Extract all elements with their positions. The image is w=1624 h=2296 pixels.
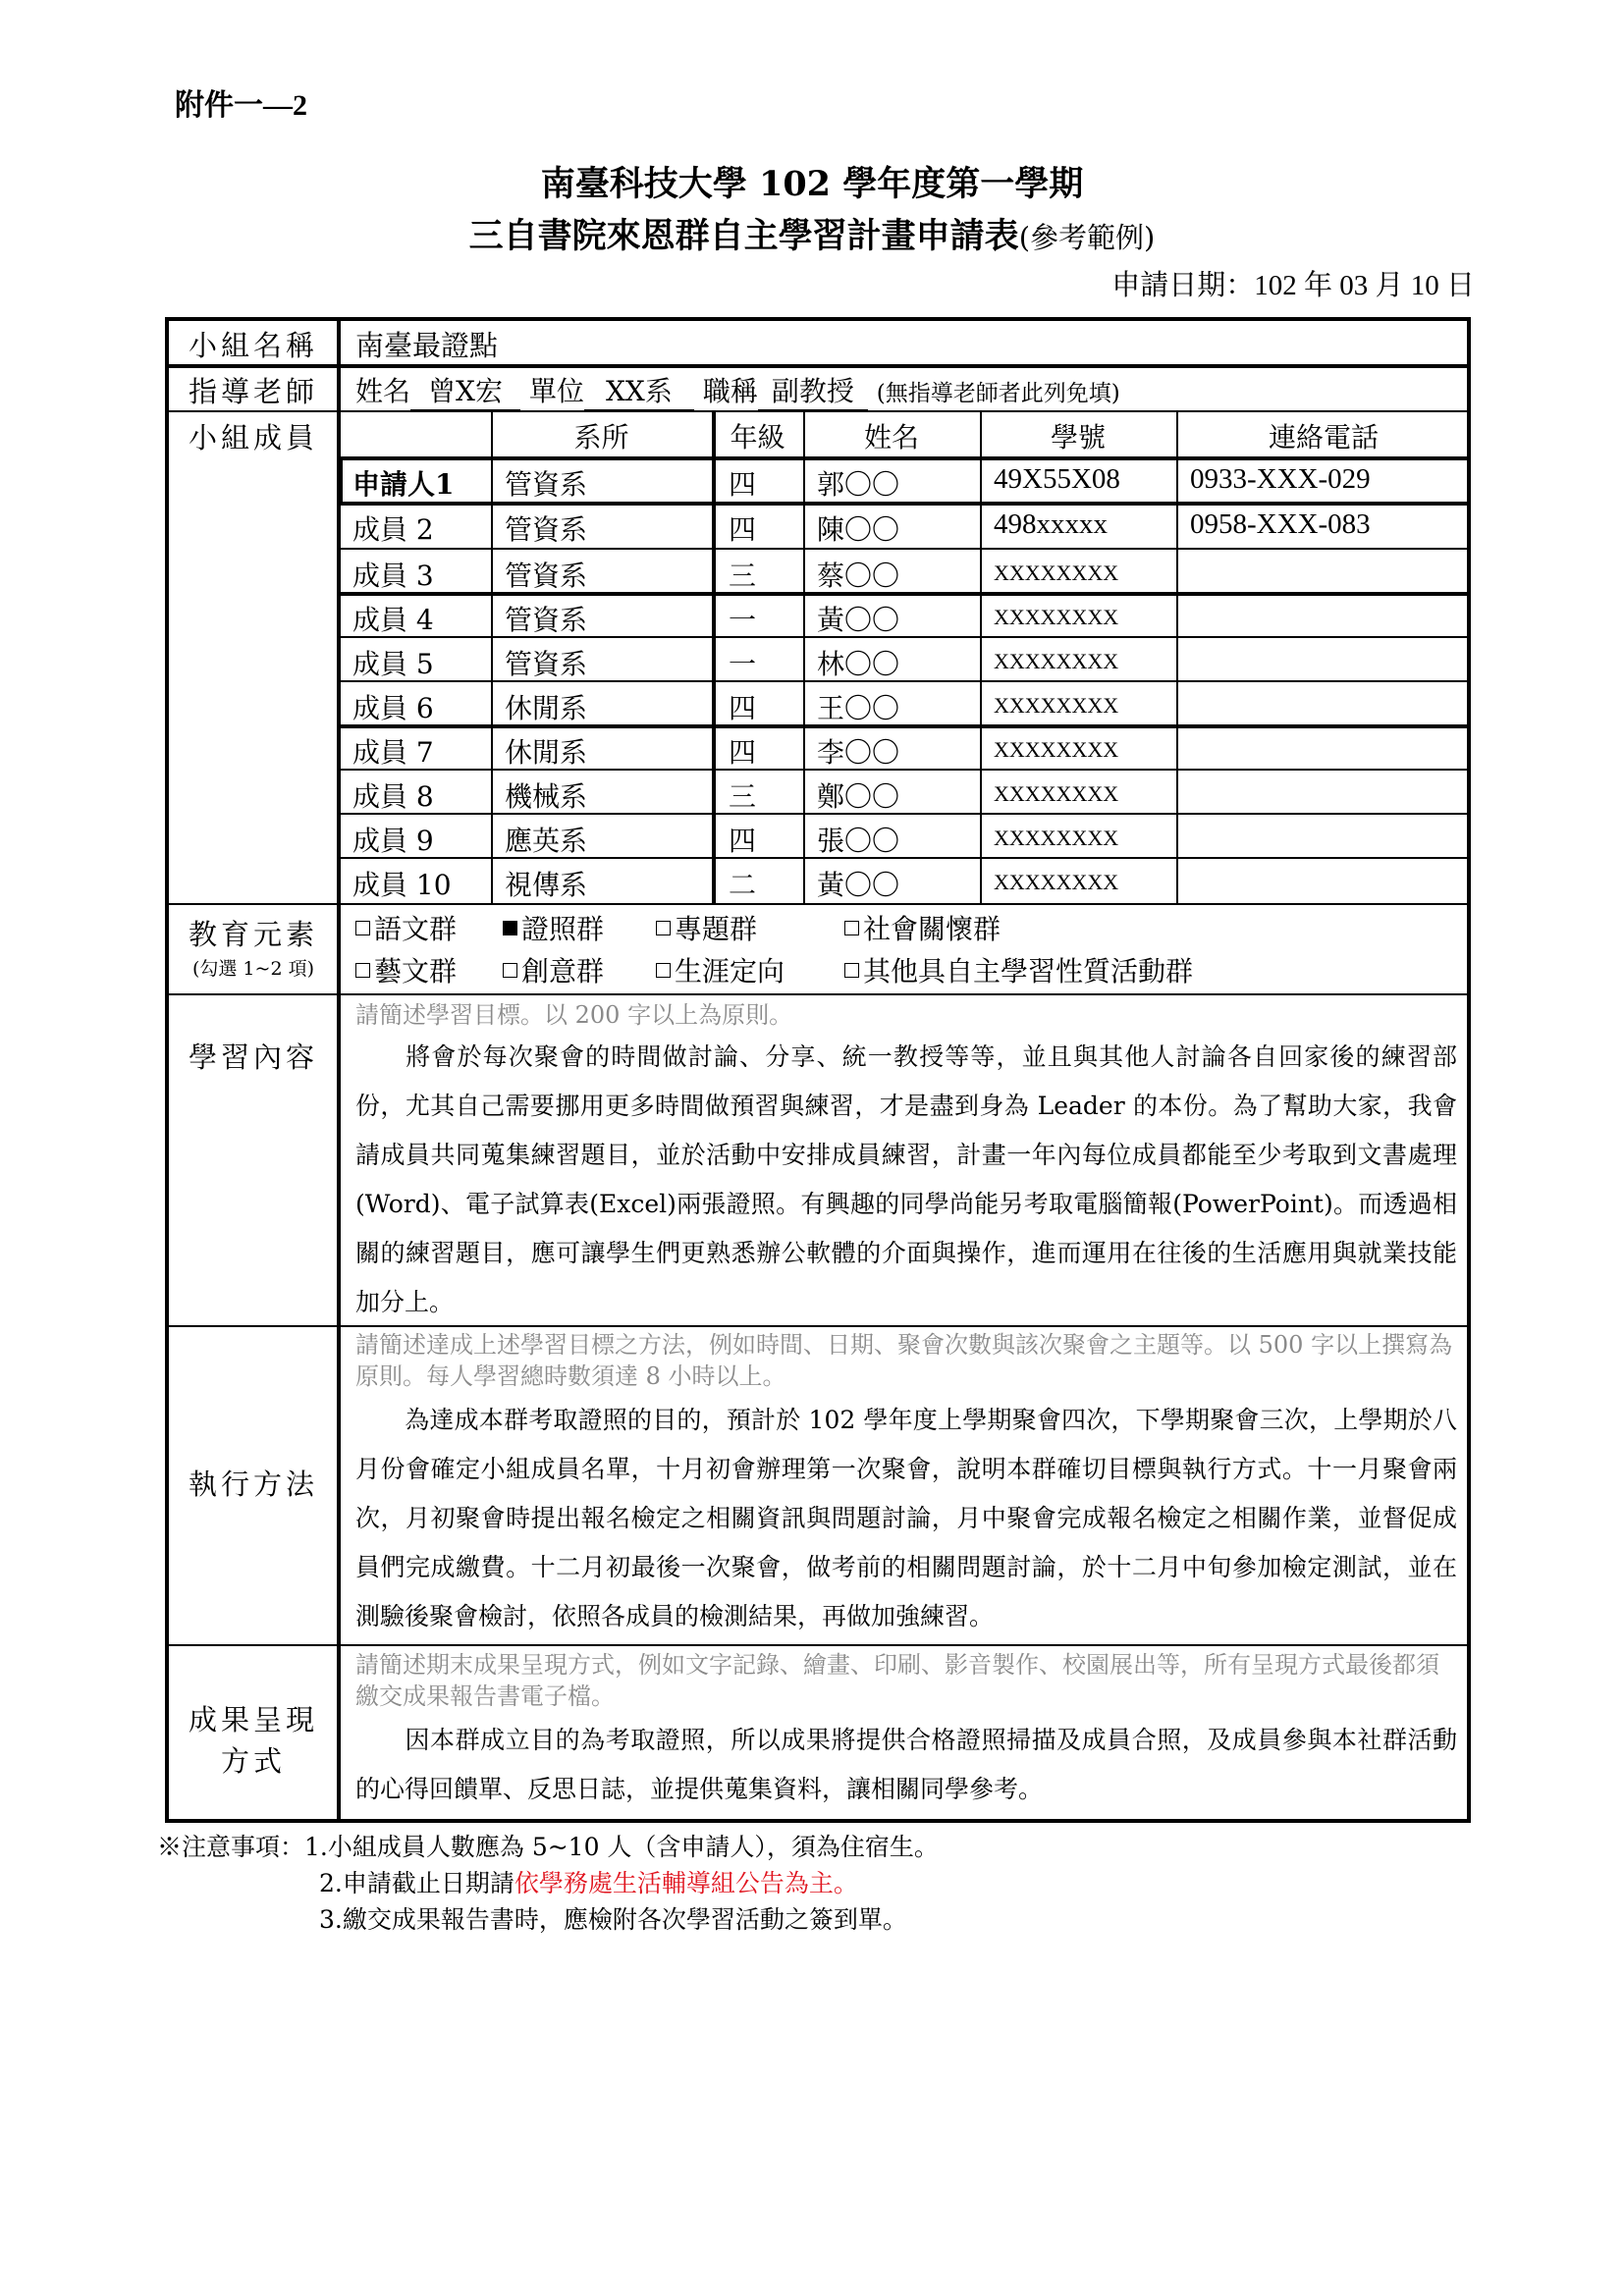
grid-line	[491, 410, 493, 903]
advisor-name-label: 姓名	[355, 375, 411, 407]
education-option-label: 語文群	[374, 913, 458, 945]
form-title-sub: (參考範例)	[1018, 221, 1156, 254]
education-option[interactable]	[503, 908, 604, 947]
grid-line	[339, 456, 343, 504]
member-name-cell[interactable]: 陳〇〇	[817, 513, 900, 546]
grid-line	[165, 364, 1471, 368]
group-name-field[interactable]: 南臺最證點	[355, 329, 499, 362]
education-option[interactable]	[656, 950, 785, 989]
advisor-title-label: 職稱	[702, 375, 758, 407]
grid-line	[980, 410, 982, 903]
member-role-cell[interactable]: 成員 5	[352, 648, 434, 680]
notes-item-3: 3.繳交成果報告書時，應檢附各次學習活動之簽到單。	[319, 1905, 907, 1934]
member-name-cell[interactable]: 黃〇〇	[817, 604, 900, 636]
execution-method-label: 執行方法	[188, 1468, 318, 1501]
grid-line	[339, 456, 1471, 460]
member-student-id-cell[interactable]: XXXXXXXX	[994, 605, 1119, 629]
education-option-label: 專題群	[675, 913, 758, 945]
members-column-header-phone: 連絡電話	[1268, 421, 1379, 454]
member-name-cell[interactable]: 郭〇〇	[817, 468, 900, 501]
checkbox-unchecked-icon[interactable]	[656, 921, 671, 935]
result-presentation-text: 因本群成立目的為考取證照，所以成果將提供合格證照掃描及成員合照，及成員參與本社群活動的心得回饋單、反思日誌，並提供蒐集資料，讓相關同學參考。	[355, 1726, 1457, 1803]
result-presentation-hint: 請簡述期末成果呈現方式，例如文字記錄、繪畫、印刷、影音製作、校園展出等，所有呈現方式最後都須繳交成果報告書電子檔。	[355, 1651, 1439, 1710]
member-role-cell[interactable]: 成員 4	[352, 604, 434, 636]
members-column-header-dept: 系所	[573, 421, 629, 454]
application-date-label: 申請日期：	[1111, 268, 1255, 301]
education-option-label: 藝文群	[374, 955, 458, 988]
notes-item-1	[157, 1828, 939, 1863]
group-name-label: 小組名稱	[188, 329, 318, 362]
form-title-main: 三自書院來恩群自主學習計畫申請表	[468, 216, 1019, 256]
member-role-cell[interactable]: 申請人1	[352, 468, 455, 501]
member-grade-cell[interactable]: 二	[728, 869, 756, 901]
member-dept-cell[interactable]: 管資系	[505, 604, 588, 636]
execution-method-body[interactable]	[355, 1396, 1457, 1641]
advisor-row	[355, 370, 1120, 411]
member-student-id-cell[interactable]: XXXXXXXX	[994, 649, 1119, 673]
result-presentation-body[interactable]	[355, 1716, 1457, 1814]
grid-line	[1176, 410, 1178, 903]
members-column-header-student-id: 學號	[1050, 421, 1106, 454]
member-name-cell[interactable]: 王〇〇	[817, 692, 900, 724]
education-option-label: 創意群	[521, 955, 605, 988]
education-elements-label: 教育元素	[188, 918, 318, 951]
result-presentation-label-line1: 成果呈現	[188, 1703, 318, 1736]
notes-prefix: ※注意事項：	[157, 1833, 305, 1861]
grid-line	[803, 410, 805, 903]
member-name-cell[interactable]: 林〇〇	[817, 648, 900, 680]
grid-line	[165, 993, 1471, 995]
result-presentation-label-line2: 方式	[220, 1744, 286, 1778]
member-role-cell[interactable]: 成員 6	[352, 692, 434, 724]
advisor-unit-field[interactable]: XX系	[584, 370, 694, 411]
notes-item-1-text: 1.小組成員人數應為 5~10 人（含申請人），須為住宿生。	[304, 1833, 939, 1861]
grid-line	[165, 903, 1471, 905]
member-dept-cell[interactable]: 管資系	[505, 560, 588, 592]
member-phone-cell[interactable]: 0958-XXX-083	[1190, 508, 1371, 540]
checkbox-unchecked-icon[interactable]	[656, 963, 671, 978]
education-option[interactable]	[355, 950, 457, 989]
member-grade-cell[interactable]: 四	[728, 468, 756, 501]
notes-item-2-text: 2.申請截止日期請	[319, 1869, 514, 1897]
member-name-cell[interactable]: 張〇〇	[817, 825, 900, 857]
member-student-id-cell[interactable]: 498xxxxx	[994, 508, 1108, 540]
learning-content-body[interactable]	[355, 1033, 1457, 1327]
member-dept-cell[interactable]: 管資系	[505, 513, 588, 546]
members-label: 小組成員	[188, 421, 318, 454]
notes-item-2-highlight: 依學務處生活輔導組公告為主。	[514, 1869, 858, 1897]
member-dept-cell[interactable]: 機械系	[505, 780, 588, 813]
checkbox-unchecked-icon[interactable]	[355, 963, 370, 978]
notes-item-2	[319, 1864, 858, 1899]
education-option-label: 社會關懷群	[863, 913, 1001, 945]
checkbox-unchecked-icon[interactable]	[355, 921, 370, 935]
member-role-cell[interactable]: 成員 3	[352, 560, 434, 592]
member-dept-cell[interactable]: 應英系	[505, 825, 588, 857]
member-phone-cell[interactable]: 0933-XXX-029	[1190, 463, 1371, 495]
member-student-id-cell[interactable]: XXXXXXXX	[994, 737, 1119, 762]
advisor-label: 指導老師	[188, 375, 318, 408]
education-option-label: 生涯定向	[675, 955, 785, 988]
member-dept-cell[interactable]: 管資系	[505, 468, 588, 501]
member-name-cell[interactable]: 鄭〇〇	[817, 780, 900, 813]
form-title	[0, 209, 1624, 258]
education-option-label: 其他具自主學習性質活動群	[863, 955, 1194, 988]
education-option[interactable]	[844, 908, 1001, 947]
member-grade-cell[interactable]: 四	[728, 825, 756, 857]
members-column-header-grade: 年級	[730, 421, 785, 454]
member-role-cell[interactable]: 成員 2	[352, 513, 434, 546]
member-grade-cell[interactable]: 三	[728, 780, 756, 813]
member-dept-cell[interactable]: 休閒系	[505, 692, 588, 724]
member-grade-cell[interactable]: 一	[728, 648, 756, 680]
education-option[interactable]	[355, 908, 457, 947]
page-title: 南臺科技大學 102 學年度第一學期	[540, 164, 1084, 204]
execution-method-hint: 請簡述達成上述學習目標之方法，例如時間、日期、聚會次數與該次聚會之主題等。以 500 字以上撰寫為原則。每人學習總時數須達 8 小時以上。	[355, 1331, 1453, 1390]
grid-line	[339, 548, 1471, 550]
member-name-cell[interactable]: 蔡〇〇	[817, 560, 900, 592]
education-option-label: 證照群	[521, 913, 605, 945]
education-option[interactable]	[503, 950, 604, 989]
education-elements-sublabel: (勾選 1~2 項)	[191, 958, 314, 980]
education-option[interactable]	[656, 908, 757, 947]
member-dept-cell[interactable]: 休閒系	[505, 736, 588, 769]
member-grade-cell[interactable]: 一	[728, 604, 756, 636]
member-grade-cell[interactable]: 四	[728, 513, 756, 546]
execution-method-text: 為達成本群考取證照的目的，預計於 102 學年度上學期聚會四次，下學期聚會三次，上學期於八月份會確定小組成員名單，十月初會辦理第一次聚會，說明本群確切目標與執行方式。十一月聚會兩次，月初聚會時提出報名檢定之相關資訊與問題討論，月中聚會完成報名檢定之相關作業，並督促成員們完成繳費。十二月初最後一次聚會，做考前的相關問題討論，於十二月中旬參加檢定測試，並在測驗後聚會檢討，依照各成員的檢測結果，再做加強練習。	[355, 1406, 1457, 1630]
member-grade-cell[interactable]: 四	[728, 692, 756, 724]
member-role-cell[interactable]: 成員 8	[352, 780, 434, 813]
learning-content-text: 將會於每次聚會的時間做討論、分享、統一教授等等，並且與其他人討論各自回家後的練習部份，尤其自己需要挪用更多時間做預習與練習，才是盡到身為 Leader 的本份。為了幫助大家，我會請成員共同蒐集練習題目，並於活動中安排成員練習，計畫一年內每位成員都能至少考取到文書處理(Word)、電子試算表(Excel)兩張證照。有興趣的同學尚能另考取電腦簡報(PowerPoint)。而透過相關的練習題目，應可讓學生們更熟悉辦公軟體的介面與操作，進而運用在往後的生活應用與就業技能加分上。	[355, 1042, 1457, 1316]
checkbox-unchecked-icon[interactable]	[844, 921, 859, 935]
member-student-id-cell[interactable]: 49X55X08	[994, 463, 1120, 495]
member-role-cell[interactable]: 成員 9	[352, 825, 434, 857]
advisor-name-field[interactable]: 曾X宏	[410, 370, 520, 411]
member-role-cell[interactable]: 成員 7	[352, 736, 434, 769]
advisor-title-field[interactable]: 副教授	[758, 370, 868, 411]
member-grade-cell[interactable]: 三	[728, 560, 756, 592]
member-role-cell[interactable]: 成員 10	[352, 869, 452, 901]
advisor-unit-label: 單位	[528, 375, 584, 407]
member-name-cell[interactable]: 李〇〇	[817, 736, 900, 769]
member-student-id-cell[interactable]: XXXXXXXX	[994, 693, 1119, 718]
application-date	[1111, 263, 1475, 303]
advisor-note: (無指導老師者此列免填)	[876, 381, 1120, 406]
checkbox-unchecked-icon[interactable]	[503, 963, 517, 978]
attachment-label: 附件一—2	[175, 89, 307, 122]
member-grade-cell[interactable]: 四	[728, 736, 756, 769]
learning-content-label: 學習內容	[188, 1041, 318, 1074]
application-date-value: 102 年 03 月 10 日	[1254, 270, 1475, 301]
member-student-id-cell[interactable]: XXXXXXXX	[994, 781, 1119, 806]
members-column-header-name: 姓名	[863, 421, 919, 454]
checkbox-unchecked-icon[interactable]	[844, 963, 859, 978]
member-student-id-cell[interactable]: XXXXXXXX	[994, 826, 1119, 850]
member-student-id-cell[interactable]: XXXXXXXX	[994, 870, 1119, 894]
grid-line	[165, 1644, 1471, 1646]
member-dept-cell[interactable]: 管資系	[505, 648, 588, 680]
learning-content-hint: 請簡述學習目標。以 200 字以上為原則。	[355, 1001, 793, 1029]
member-student-id-cell[interactable]: XXXXXXXX	[994, 561, 1119, 585]
member-name-cell[interactable]: 黃〇〇	[817, 869, 900, 901]
education-option[interactable]	[844, 950, 1193, 989]
checkbox-checked-icon[interactable]	[503, 921, 517, 935]
member-dept-cell[interactable]: 視傳系	[505, 869, 588, 901]
